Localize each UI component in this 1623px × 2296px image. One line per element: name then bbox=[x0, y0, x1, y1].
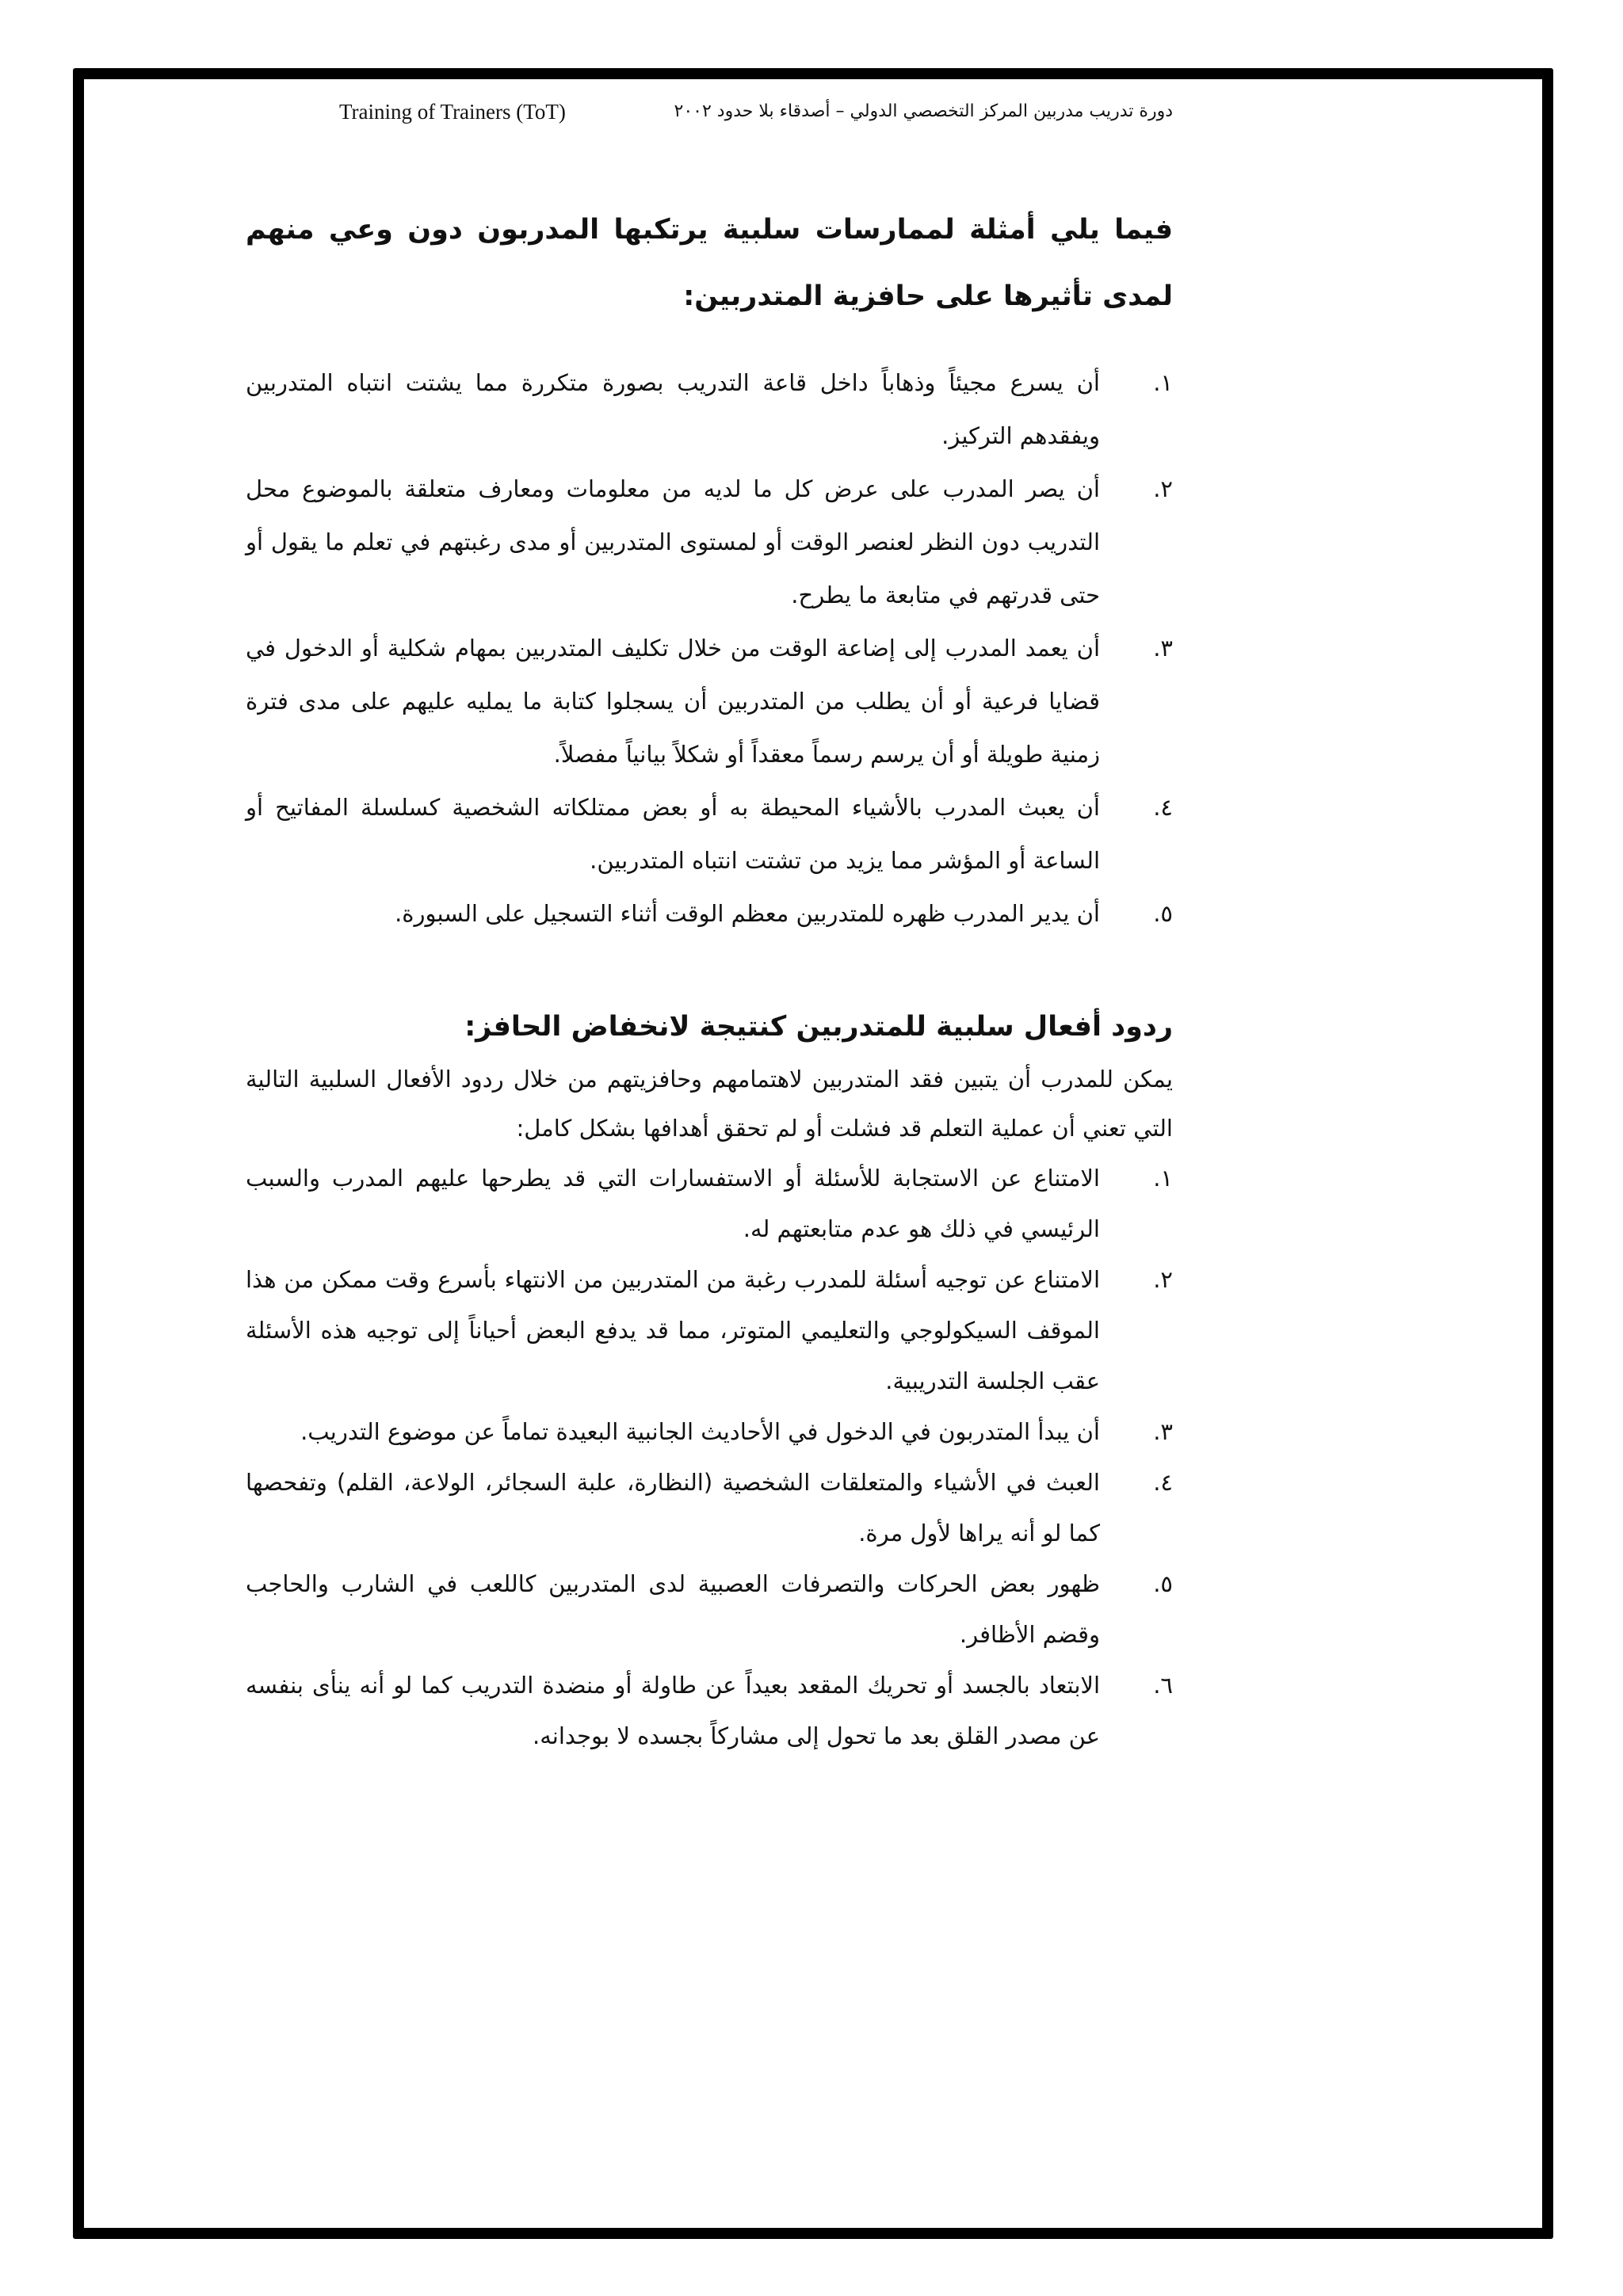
section2-intro: يمكن للمدرب أن يتبين فقد المتدربين لاهتمامهم وحافزيتهم من خلال ردود الأفعال السلبية التالية التي تعني أن عملية التعلم قد فشلت أو لم تحقق أهدافها بشكل كامل: bbox=[246, 1066, 1173, 1142]
list-item bbox=[246, 1457, 1173, 1558]
item-text: الامتناع عن توجيه أسئلة للمدرب رغبة من المتدربين من الانتهاء بأسرع وقت ممكن من هذا الموقف السيكولوجي والتعليمي المتوتر، مما قد يدفع البعض أحياناً إلى توجيه هذه الأسئلة عقب الجلسة التدريبية. bbox=[246, 1266, 1100, 1394]
item-number: ٤. bbox=[1153, 1469, 1173, 1496]
item-number: ١. bbox=[1153, 1165, 1173, 1192]
list-item bbox=[246, 1660, 1173, 1761]
item-number: ٥. bbox=[1153, 900, 1173, 927]
header-course-title-ar: دورة تدريب مدربين المركز التخصصي الدولي – أصدقاء بلا حدود ٢٠٠٢ bbox=[674, 101, 1173, 121]
item-number: ٢. bbox=[1153, 475, 1173, 502]
list-item bbox=[246, 887, 1173, 940]
section2-list bbox=[246, 1153, 1173, 1761]
item-number: ٣. bbox=[1153, 635, 1173, 662]
item-number: ١. bbox=[1153, 369, 1173, 396]
item-number: ٦. bbox=[1153, 1672, 1173, 1699]
list-item bbox=[246, 1406, 1173, 1457]
item-text: العبث في الأشياء والمتعلقات الشخصية (النظارة، علبة السجائر، الولاعة، القلم) وتفحصها كما لو أنه يراها لأول مرة. bbox=[246, 1469, 1100, 1547]
item-text: أن يبدأ المتدربون في الدخول في الأحاديث الجانبية البعيدة تماماً عن موضوع التدريب. bbox=[300, 1418, 1100, 1445]
section2-heading: ردود أفعال سلبية للمتدربين كنتيجة لانخفاض الحافز: bbox=[464, 1011, 1173, 1043]
item-text: أن يعمد المدرب إلى إضاعة الوقت من خلال تكليف المتدربين بمهام شكلية أو الدخول في قضايا فرعية أو أن يطلب من المتدربين أن يسجلوا كتابة ما يمليه عليهم على مدى فترة زمنية طويلة أو أن يرسم رسماً معقداً أو شكلاً بيانياً مفصلاً. bbox=[246, 635, 1100, 768]
page-header bbox=[238, 100, 1173, 132]
list-item bbox=[246, 1153, 1173, 1254]
item-text: الابتعاد بالجسد أو تحريك المقعد بعيداً عن طاولة أو منضدة التدريب كما لو أنه ينأى بنفسه عن مصدر القلق بعد ما تحول إلى مشاركاً بجسده لا بوجدانه. bbox=[246, 1672, 1100, 1749]
item-text: الامتناع عن الاستجابة للأسئلة أو الاستفسارات التي قد يطرحها عليهم المدرب والسبب الرئيسي في ذلك هو عدم متابعتهم له. bbox=[246, 1165, 1100, 1242]
list-item bbox=[246, 1254, 1173, 1406]
list-item bbox=[246, 622, 1173, 781]
section1-heading: فيما يلي أمثلة لممارسات سلبية يرتكبها المدربون دون وعي منهم لمدى تأثيرها على حافزية المتدربين: bbox=[246, 214, 1173, 312]
item-number: ٢. bbox=[1153, 1266, 1173, 1293]
section1-list bbox=[246, 357, 1173, 940]
list-item bbox=[246, 463, 1173, 622]
document-body bbox=[246, 196, 1173, 1761]
item-text: أن يصر المدرب على عرض كل ما لديه من معلومات ومعارف متعلقة بالموضوع محل التدريب دون النظر لعنصر الوقت أو لمستوى المتدربين أو مدى رغبتهم في تعلم ما يقول أو حتى قدرتهم في متابعة ما يطرح. bbox=[246, 475, 1100, 608]
item-text: أن يسرع مجيئاً وذهاباً داخل قاعة التدريب بصورة متكررة مما يشتت انتباه المتدربين ويفقدهم التركيز. bbox=[246, 369, 1100, 449]
item-text: أن يعبث المدرب بالأشياء المحيطة به أو بعض ممتلكاته الشخصية كسلسلة المفاتيح أو الساعة أو المؤشر مما يزيد من تشتت انتباه المتدربين. bbox=[246, 794, 1100, 874]
header-course-title-en: Training of Trainers (ToT) bbox=[339, 100, 566, 124]
list-item bbox=[246, 357, 1173, 463]
list-item bbox=[246, 1558, 1173, 1660]
list-item bbox=[246, 781, 1173, 887]
item-text: ظهور بعض الحركات والتصرفات العصبية لدى المتدربين كاللعب في الشارب والحاجب وقضم الأظافر. bbox=[246, 1570, 1100, 1648]
item-text: أن يدير المدرب ظهره للمتدربين معظم الوقت أثناء التسجيل على السبورة. bbox=[395, 900, 1100, 927]
item-number: ٤. bbox=[1153, 794, 1173, 821]
item-number: ٣. bbox=[1153, 1418, 1173, 1445]
item-number: ٥. bbox=[1153, 1570, 1173, 1597]
